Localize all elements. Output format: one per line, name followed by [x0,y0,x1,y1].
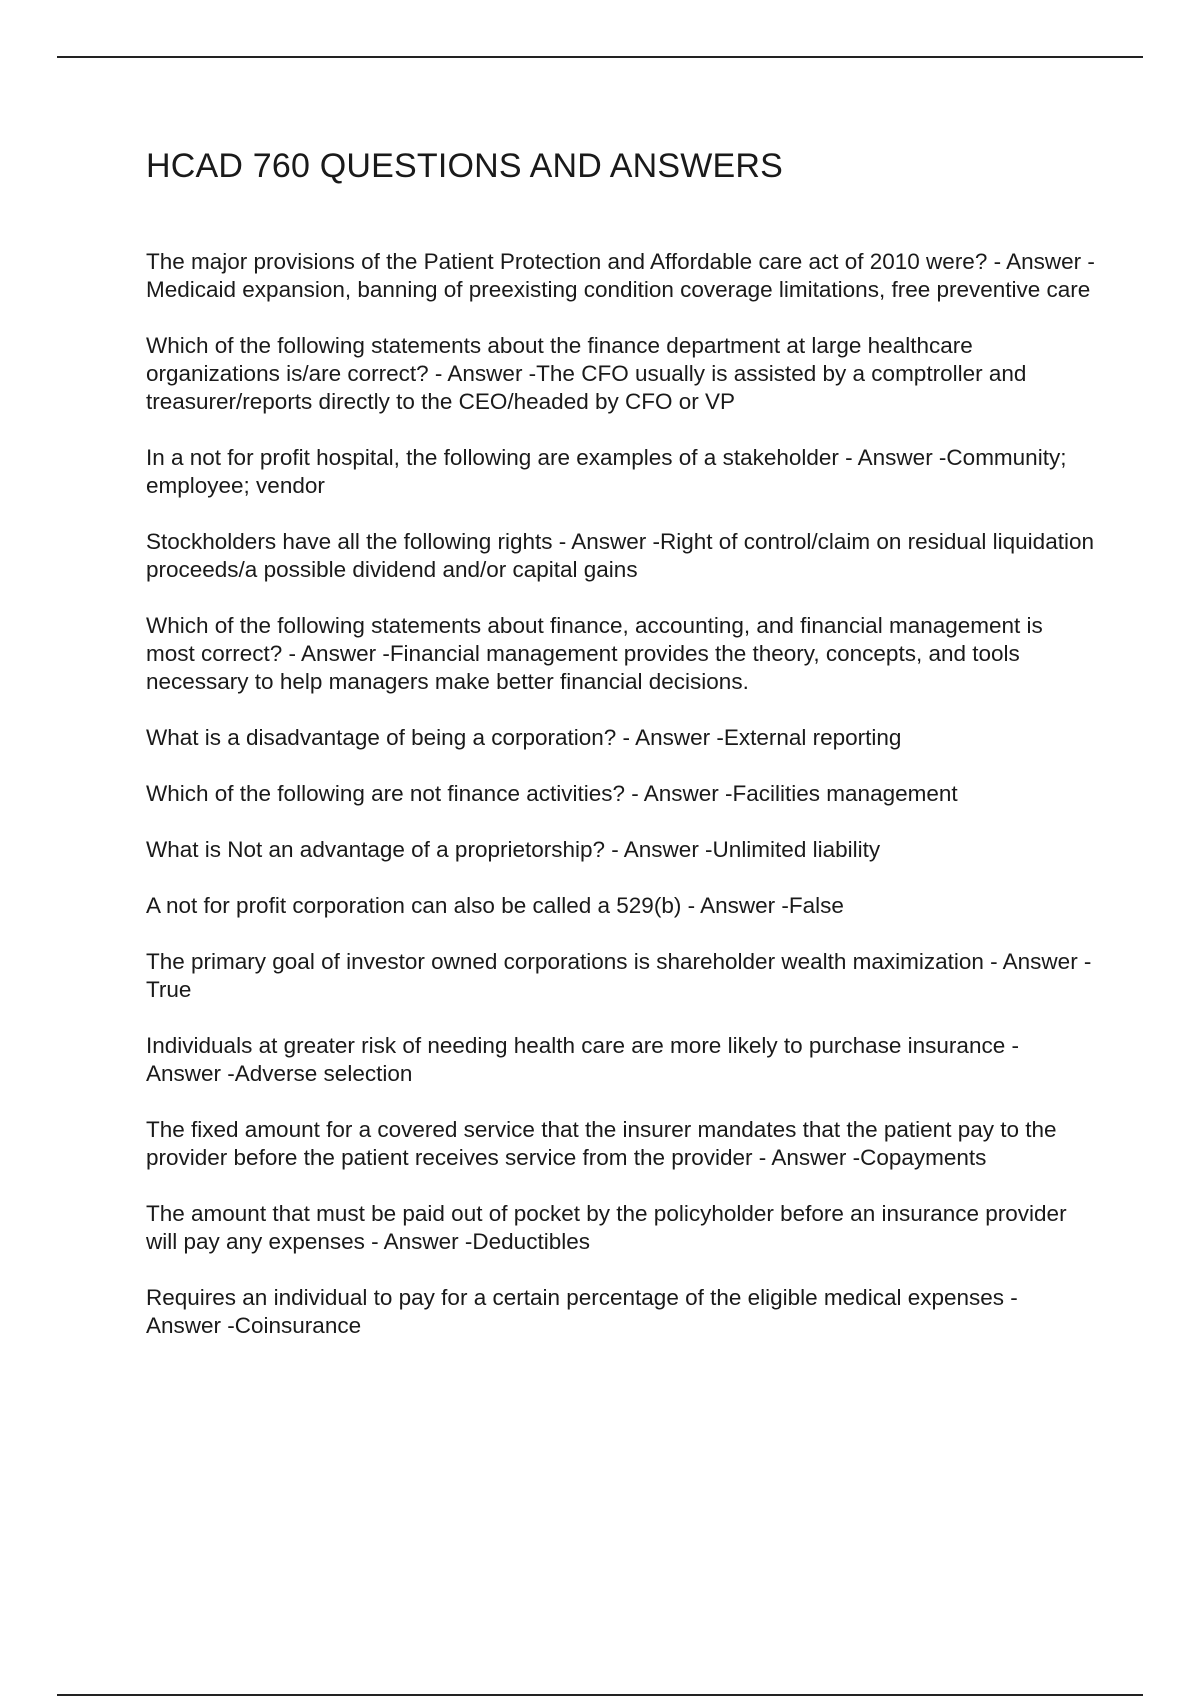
top-rule [57,56,1143,58]
qa-item [146,444,1096,500]
question-text: What is a disadvantage of being a corporation? - [146,725,631,750]
qa-item [146,528,1096,584]
qa-item [146,724,1096,752]
question-text: In a not for profit hospital, the following are examples of a stakeholder - [146,445,853,470]
bottom-rule [57,1694,1143,1696]
question-text: Which of the following statements about the finance department at large healthcare organizations is/are correct? - [146,333,973,386]
document-body [146,144,1096,1368]
question-text: Stockholders have all the following rights - [146,529,567,554]
qa-item [146,948,1096,1004]
question-text: The primary goal of investor owned corporations is shareholder wealth maximization - [146,949,998,974]
question-text: Which of the following are not finance activities? - [146,781,639,806]
document-title: HCAD 760 QUESTIONS AND ANSWERS [146,147,784,185]
qa-item [146,332,1096,416]
answer-text: Answer -Medicaid expansion, banning of preexisting condition coverage limitations, free preventive care [146,249,1095,302]
qa-item [146,248,1096,304]
qa-item [146,1116,1096,1172]
answer-text: Answer -Community; employee; vendor [146,445,1067,498]
answer-text: Answer -Right of control/claim on residual liquidation proceeds/a possible dividend and/or capital gains [146,529,1094,582]
answer-text: Answer -External reporting [635,725,902,750]
answer-text: Answer -Unlimited liability [623,837,881,862]
qa-item [146,1284,1096,1340]
question-text: Which of the following statements about finance, accounting, and financial management is most correct? - [146,613,1043,666]
qa-item [146,836,1096,864]
question-text: The fixed amount for a covered service that the insurer mandates that the patient pay to the provider before the patient receives service from the provider - [146,1117,1057,1170]
question-text: What is Not an advantage of a proprietorship? - [146,837,619,862]
answer-text: Answer -Deductibles [383,1229,590,1254]
qa-item [146,780,1096,808]
qa-list [146,248,1096,1340]
question-text: A not for profit corporation can also be called a 529(b) - [146,893,696,918]
question-text: Requires an individual to pay for a certain percentage of the eligible medical expenses - [146,1285,1018,1310]
answer-text: Answer -Copayments [771,1145,987,1170]
question-text: The major provisions of the Patient Protection and Affordable care act of 2010 were? - [146,249,1002,274]
answer-text: Answer -Coinsurance [146,1313,362,1338]
question-text: Individuals at greater risk of needing health care are more likely to purchase insurance - [146,1033,1019,1058]
answer-text: Answer -Facilities management [643,781,958,806]
qa-item [146,1200,1096,1256]
question-text: The amount that must be paid out of pocket by the policyholder before an insurance provider will pay any expenses - [146,1201,1067,1254]
answer-text: Answer -Adverse selection [146,1061,413,1086]
answer-text: Answer -False [700,893,844,918]
answer-text: Answer -Financial management provides the theory, concepts, and tools necessary to help managers make better financial decisions. [146,641,1020,694]
answer-text: Answer -True [146,949,1092,1002]
qa-item [146,1032,1096,1088]
qa-item [146,892,1096,920]
qa-item [146,612,1096,696]
answer-text: Answer -The CFO usually is assisted by a comptroller and treasurer/reports directly to the CEO/headed by CFO or VP [146,361,1027,414]
